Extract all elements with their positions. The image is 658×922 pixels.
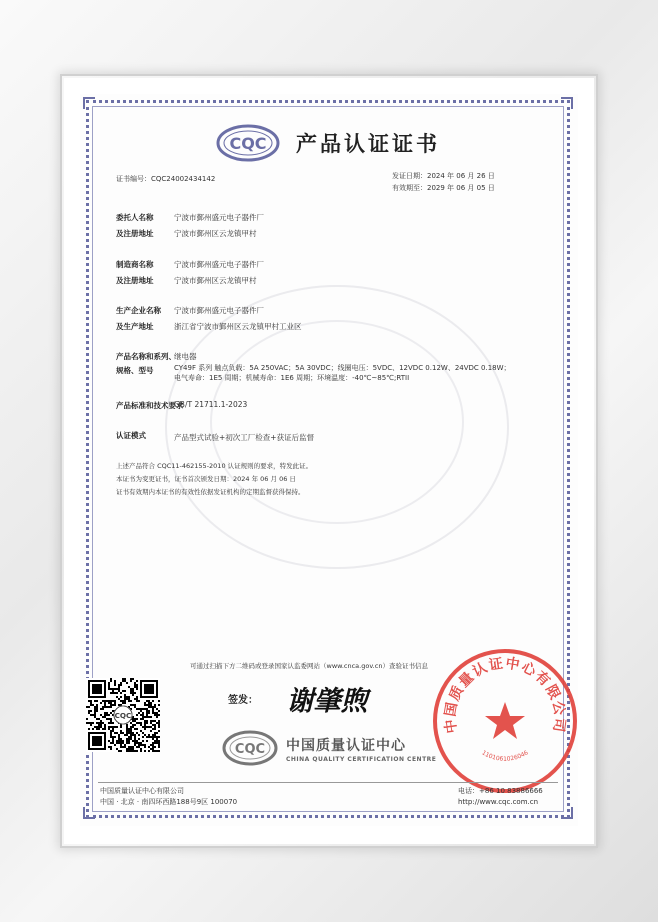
svg-text:1101061026046: [480, 749, 529, 763]
header-logo-text: CQC: [229, 134, 267, 153]
qr-center-logo-text: CQC: [114, 711, 132, 720]
border-corner-bl: [83, 807, 95, 819]
client-addr-label: 及注册地址: [116, 229, 154, 238]
factory-addr-label: 及生产地址: [116, 322, 154, 331]
factory-addr-value: 浙江省宁波市鄞州区云龙镇甲村工业区: [174, 322, 302, 331]
note-1: 上述产品符合 CQC11-462155-2010 认证规则的要求，特发此证。: [116, 462, 313, 470]
footer-right: [458, 786, 543, 808]
product-spec-1: CY49F 系列 触点负载：5A 250VAC；5A 30VDC；线圈电压：5VDC、12VDC 0.12W、24VDC 0.18W；: [174, 364, 511, 372]
issue-date: 2024 年 06 月 26 日: [427, 172, 495, 180]
footer-tel: 电话：+86 10 83886666: [458, 787, 543, 795]
footer-web[interactable]: http://www.cqc.com.cn: [458, 798, 539, 806]
footer-left: [100, 786, 237, 808]
border-corner-br: [561, 807, 573, 819]
border-corner-tr: [561, 97, 573, 109]
client-value: 宁波市鄞州盛元电子器件厂: [174, 213, 264, 222]
maker-addr-label: 及注册地址: [116, 276, 154, 285]
cert-number-label: 证书编号：: [116, 175, 151, 183]
org-name-cn: 中国质量认证中心: [286, 738, 406, 754]
official-seal-icon: [430, 646, 580, 796]
cqc-logo-icon: [216, 124, 280, 162]
verify-text: 可通过扫描下方二维码或登录国家认监委网站（www.cnca.gov.cn）查验证书信息: [190, 662, 428, 670]
mode-value: 产品型式试验+初次工厂检查+获证后监督: [174, 433, 315, 442]
factory-label: 生产企业名称: [116, 306, 161, 315]
seal-text: 中国质量认证中心有限公司: [442, 655, 568, 735]
org-name-en: CHINA QUALITY CERTIFICATION CENTRE: [286, 756, 437, 763]
mode-label: 认证模式: [116, 431, 146, 440]
factory-value: 宁波市鄞州盛元电子器件厂: [174, 306, 264, 315]
cert-dates: [392, 170, 495, 194]
footer-divider: [98, 782, 558, 783]
note-3: 证书有效期内本证书的有效性依据发证机构的定期监督获得保持。: [116, 488, 305, 496]
bottom-logo-text: CQC: [234, 742, 266, 757]
cqc-bottom-logo-icon: [222, 730, 278, 766]
valid-date: 2029 年 06 月 05 日: [427, 184, 495, 192]
standard-label: 产品标准和技术要求: [116, 401, 184, 410]
maker-value: 宁波市鄞州盛元电子器件厂: [174, 260, 264, 269]
cert-number: [116, 174, 215, 184]
product-label: 产品名称和系列、: [116, 352, 176, 361]
certificate-title: 产品认证证书: [296, 132, 440, 156]
cert-number-value: CQC24002434142: [151, 175, 216, 183]
signature-text: 谢肇煦: [286, 686, 368, 717]
client-label: 委托人名称: [116, 213, 154, 222]
footer-address: 中国 · 北京 · 南四环西路188号9区 100070: [100, 798, 238, 806]
border-corner-tl: [83, 97, 95, 109]
product-spec-2: 电气寿命：1E5 周期；机械寿命：1E6 周期；环境温度：-40℃~85℃;RTII: [174, 374, 410, 382]
issue-date-label: 发证日期：: [392, 172, 427, 180]
maker-label: 制造商名称: [116, 260, 154, 269]
product-name: 继电器: [174, 352, 197, 361]
client-addr-value: 宁波市鄞州区云龙镇甲村: [174, 229, 257, 238]
signature-image: [270, 678, 385, 718]
seal-code: 1101061026046: [480, 749, 530, 763]
valid-date-label: 有效期至：: [392, 184, 427, 192]
product-label-2: 规格、型号: [116, 366, 154, 375]
note-2: 本证书为变更证书，证书首次颁发日期：2024 年 06 月 06 日: [116, 475, 296, 483]
sign-label: 签发：: [228, 695, 258, 706]
qr-code-icon[interactable]: [86, 678, 160, 752]
standard-value: GB/T 21711.1-2023: [174, 400, 248, 409]
maker-addr-value: 宁波市鄞州区云龙镇甲村: [174, 276, 257, 285]
footer-org: 中国质量认证中心有限公司: [100, 787, 184, 795]
